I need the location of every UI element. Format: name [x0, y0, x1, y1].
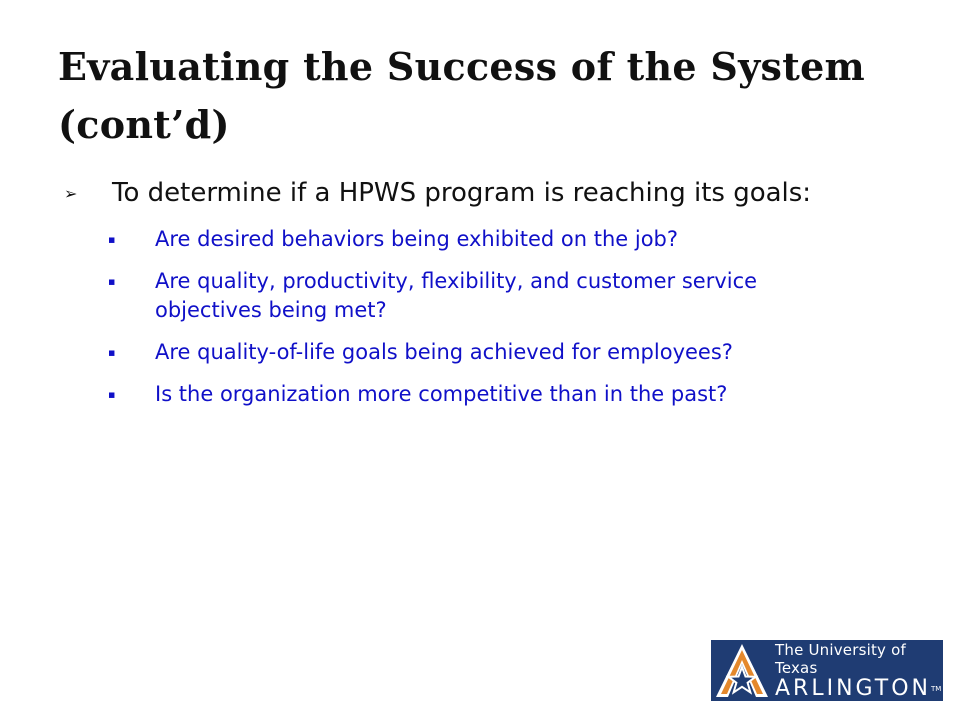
- square-bullet-icon: ▪: [108, 275, 116, 288]
- slide-content: [60, 176, 860, 422]
- sub-bullet: [105, 380, 860, 409]
- logo-trademark: TM: [931, 684, 942, 693]
- logo-arlington: ARLINGTON: [775, 675, 932, 701]
- slide-title: Evaluating the Success of the System (cont’d): [58, 44, 866, 147]
- ut-arlington-star-a-icon: [711, 640, 773, 701]
- main-bullet: [60, 176, 860, 211]
- logo-text: [773, 641, 943, 701]
- sub-bullet-list: [60, 225, 860, 409]
- logo-line2: [775, 677, 943, 701]
- university-logo: [711, 640, 943, 701]
- logo-line1: The University of Texas: [775, 640, 906, 677]
- arrow-bullet-icon: ➢: [64, 184, 78, 203]
- sub-bullet: [105, 267, 860, 325]
- sub-bullet-text: Are quality-of-life goals being achieved for employees?: [155, 340, 733, 364]
- sub-bullet: [105, 225, 860, 254]
- main-bullet-text: To determine if a HPWS program is reaching its goals:: [112, 178, 812, 208]
- sub-bullet: [105, 338, 860, 367]
- sub-bullet-text: Are quality, productivity, flexibility, and customer service objectives being met?: [155, 269, 758, 322]
- square-bullet-icon: ▪: [108, 346, 116, 359]
- sub-bullet-text: Is the organization more competitive than in the past?: [155, 382, 728, 406]
- sub-bullet-text: Are desired behaviors being exhibited on the job?: [155, 227, 679, 251]
- square-bullet-icon: ▪: [108, 233, 116, 246]
- square-bullet-icon: ▪: [108, 388, 116, 401]
